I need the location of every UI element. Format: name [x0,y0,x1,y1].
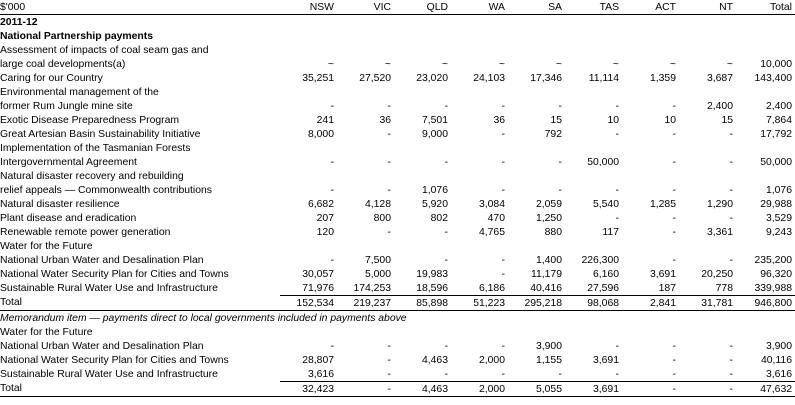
cell-value: 50,000 [760,156,792,168]
cell-value: 10 [607,114,619,126]
row-label: National Urban Water and Desalination Plan [0,254,204,266]
cell-value: - [387,100,391,112]
cell-value: - [501,156,505,168]
cell-value [736,239,795,253]
cell-value [280,169,337,183]
cell-value [394,325,451,339]
cell-value: - [501,268,505,280]
cell-value: - [330,254,334,266]
cell-value [508,43,565,57]
cell-value: 98,068 [565,296,622,311]
cell-value: - [672,212,676,224]
cell-value: - [622,382,679,397]
cell-value [736,141,795,155]
cell-value: - [558,368,562,380]
cell-value: 1,250 [535,212,562,224]
table-row [0,267,795,281]
cell-value [565,43,622,57]
cell-value: 152,534 [280,296,337,311]
cell-value [622,85,679,99]
cell-value: 295,218 [508,296,565,311]
cell-value: 10 [664,114,676,126]
cell-value [622,239,679,253]
cell-value: - [672,254,676,266]
cell-value: - [729,156,733,168]
cell-value: - [672,368,676,380]
cell-value: - [615,368,619,380]
cell-value: 1,290 [706,198,733,210]
row-label: relief appeals — Commonwealth contributions [0,184,212,196]
cell-value [508,325,565,339]
cell-value: 23,020 [416,72,448,84]
cell-value: 800 [373,212,391,224]
cell-value: 6,160 [592,268,619,280]
cell-value [622,169,679,183]
cell-value [451,43,508,57]
column-header-qld: QLD [394,0,451,15]
cell-value: - [501,254,505,266]
memorandum-row [0,311,795,326]
cell-value: 1,155 [535,354,562,366]
table-row [0,225,795,239]
cell-value: 2,841 [622,296,679,311]
cell-value: 4,463 [421,354,448,366]
cell-value: 5,540 [592,198,619,210]
cell-value: - [558,184,562,196]
cell-value: - [558,156,562,168]
cell-value: 7,501 [421,114,448,126]
cell-value [280,325,337,339]
cell-value: - [615,340,619,352]
cell-value: 6,186 [478,282,505,294]
cell-value: ~ [612,58,619,70]
total-row [0,382,795,397]
cell-value: 2,400 [706,100,733,112]
row-label: Total [0,296,280,311]
cell-value: 11,179 [530,268,562,280]
cell-value: ~ [669,58,676,70]
cell-value [337,169,394,183]
cell-value: - [501,368,505,380]
cell-value: - [672,156,676,168]
table-row [0,253,795,267]
year-row [0,15,795,30]
table-row [0,71,795,85]
cell-value: 5,920 [421,198,448,210]
column-header-nt: NT [679,0,736,15]
cell-value [565,239,622,253]
cell-value [736,325,795,339]
cell-value: - [672,100,676,112]
cell-value: - [729,212,733,224]
cell-value: 85,898 [394,296,451,311]
row-label: National Water Security Plan for Cities and Towns [0,268,229,280]
cell-value: 15 [721,114,733,126]
cell-value: 470 [487,212,505,224]
cell-value: - [615,212,619,224]
cell-value: 27,596 [587,282,619,294]
cell-value: 3,084 [478,198,505,210]
cell-value: 5,000 [364,268,391,280]
table-row [0,353,795,367]
cell-value: - [558,100,562,112]
cell-value: 226,300 [581,254,619,266]
cell-value: 1,400 [535,254,562,266]
cell-value: - [615,100,619,112]
cell-value: - [444,226,448,238]
cell-value [280,141,337,155]
row-label: Exotic Disease Preparedness Program [0,114,180,126]
cell-value: 1,076 [421,184,448,196]
cell-value [394,29,451,43]
cell-value: 802 [430,212,448,224]
cell-value: 7,864 [765,114,792,126]
cell-value: 30,057 [302,268,334,280]
row-label: Water for the Future [0,240,93,252]
table-row [0,57,795,71]
table-body [0,15,795,397]
cell-value [508,239,565,253]
cell-value: 219,237 [337,296,394,311]
cell-value [565,325,622,339]
cell-value [337,43,394,57]
row-label: Caring for our Country [0,72,103,84]
cell-value [451,239,508,253]
cell-value: 880 [544,226,562,238]
cell-value: - [444,254,448,266]
cell-value [394,85,451,99]
cell-value: 32,423 [280,382,337,397]
table-row [0,169,795,183]
column-header-vic: VIC [337,0,394,15]
cell-value: 1,076 [765,184,792,196]
table-row [0,183,795,197]
header-row [0,0,795,15]
cell-value: 3,529 [765,212,792,224]
cell-value: - [387,156,391,168]
cell-value [337,239,394,253]
cell-value [394,43,451,57]
cell-value: 4,765 [478,226,505,238]
cell-value [451,141,508,155]
cell-value: 9,243 [765,226,792,238]
cell-value: - [729,368,733,380]
cell-value: - [387,226,391,238]
cell-value: 2,400 [765,100,792,112]
cell-value: - [444,100,448,112]
cell-value: 10,000 [760,58,792,70]
table-row [0,211,795,225]
cell-value: 40,416 [530,282,562,294]
cell-value: ~ [555,58,562,70]
row-label: Plant disease and eradication [0,212,137,224]
cell-value: - [729,184,733,196]
cell-value: 3,900 [765,340,792,352]
table-row [0,85,795,99]
cell-value: 17,346 [530,72,562,84]
cell-value [565,169,622,183]
cell-value: 51,223 [451,296,508,311]
cell-value [337,141,394,155]
cell-value: - [330,184,334,196]
cell-value: - [672,354,676,366]
cell-value: - [444,368,448,380]
cell-value: 120 [316,226,334,238]
row-label: Total [0,382,280,397]
cell-value: - [501,128,505,140]
cell-value: - [729,340,733,352]
cell-value: 4,463 [394,382,451,397]
cell-value [736,85,795,99]
row-label: Assessment of impacts of coal seam gas and [0,44,209,56]
cell-value: 3,687 [706,72,733,84]
cell-value: - [501,100,505,112]
cell-value [394,239,451,253]
table-row [0,155,795,169]
cell-value: - [501,184,505,196]
cell-value: ~ [498,58,505,70]
table-row [0,239,795,253]
cell-value: - [729,128,733,140]
row-label: Renewable remote power generation [0,226,171,238]
cell-value: 2,000 [451,382,508,397]
table-row [0,339,795,353]
cell-value: 31,781 [679,296,736,311]
cell-value: - [501,340,505,352]
cell-value: 50,000 [587,156,619,168]
cell-value: 7,500 [364,254,391,266]
total-row [0,296,795,311]
cell-value [451,325,508,339]
cell-value: 28,807 [302,354,334,366]
cell-value: - [672,340,676,352]
cell-value: - [672,128,676,140]
cell-value: 18,596 [416,282,448,294]
cell-value [736,29,795,43]
cell-value: 1,359 [649,72,676,84]
cell-value: - [387,184,391,196]
cell-value [679,169,736,183]
cell-value: 96,320 [760,268,792,280]
column-header-sa: SA [508,0,565,15]
row-label: Memorandum item — payments direct to local governments included in payments above [0,312,407,324]
cell-value: 17,792 [760,128,792,140]
row-label: Implementation of the Tasmanian Forests [0,142,191,154]
row-label: National Urban Water and Desalination Plan [0,340,204,352]
column-header-nsw: NSW [280,0,337,15]
cell-value: ~ [327,58,334,70]
cell-value [280,29,337,43]
cell-value [622,43,679,57]
cell-value: 29,988 [760,198,792,210]
cell-value [337,325,394,339]
cell-value [280,43,337,57]
table-row [0,141,795,155]
cell-value: 792 [544,128,562,140]
cell-value: - [330,156,334,168]
cell-value: 946,800 [736,296,795,311]
table-row [0,325,795,339]
row-label: Natural disaster resilience [0,198,120,210]
cell-value: - [729,254,733,266]
cell-value [736,169,795,183]
cell-value: - [672,226,676,238]
cell-value: - [615,128,619,140]
cell-value [679,85,736,99]
row-label: Sustainable Rural Water Use and Infrastructure [0,282,218,294]
row-label: Great Artesian Basin Sustainability Initiative [0,128,201,140]
cell-value: 1,285 [649,198,676,210]
cell-value [280,85,337,99]
cell-value: 143,400 [754,72,792,84]
cell-value: - [387,368,391,380]
cell-value [337,29,394,43]
row-label: former Rum Jungle mine site [0,100,133,112]
cell-value: 24,103 [473,72,505,84]
cell-value [565,141,622,155]
row-label: Environmental management of the [0,86,159,98]
cell-value: ~ [384,58,391,70]
table-row [0,127,795,141]
cell-value: 2,059 [535,198,562,210]
cell-value: - [672,184,676,196]
cell-value [451,85,508,99]
table-row [0,197,795,211]
cell-value: 3,361 [706,226,733,238]
cell-value: 241 [316,114,334,126]
cell-value: 235,200 [754,254,792,266]
cell-value: 15 [550,114,562,126]
cell-value: 4,128 [364,198,391,210]
cell-value: 2,000 [478,354,505,366]
cell-value [394,141,451,155]
cell-value: - [387,354,391,366]
cell-value: 9,000 [421,128,448,140]
cell-value [508,85,565,99]
cell-value: 6,682 [307,198,334,210]
cell-value [679,29,736,43]
cell-value: - [387,128,391,140]
cell-value [679,239,736,253]
cell-value [736,43,795,57]
cell-value [622,325,679,339]
cell-value: 3,900 [535,340,562,352]
cell-value [451,169,508,183]
cell-value: 36 [379,114,391,126]
cell-value [394,169,451,183]
cell-value [451,29,508,43]
cell-value: 207 [316,212,334,224]
cell-value: 35,251 [302,72,334,84]
cell-value [565,29,622,43]
cell-value: - [337,382,394,397]
cell-value: 3,616 [765,368,792,380]
table-row [0,113,795,127]
cell-value [508,141,565,155]
table-row [0,43,795,57]
cell-value [679,141,736,155]
cell-value: - [387,340,391,352]
cell-value [508,29,565,43]
cell-value: 3,691 [649,268,676,280]
table-row [0,281,795,296]
cell-value: - [330,340,334,352]
cell-value: 8,000 [307,128,334,140]
table-row [0,367,795,382]
cell-value: 27,520 [359,72,391,84]
row-label: Natural disaster recovery and rebuilding [0,170,184,182]
cell-value: 3,616 [307,368,334,380]
cell-value: - [615,184,619,196]
column-header-wa: WA [451,0,508,15]
cell-value [565,85,622,99]
cell-value [622,141,679,155]
cell-value: 339,988 [754,282,792,294]
cell-value [337,85,394,99]
cell-value: 40,116 [760,354,792,366]
cell-value: 3,691 [592,354,619,366]
table-row [0,99,795,113]
row-label: Sustainable Rural Water Use and Infrastructure [0,368,218,380]
column-header-total: Total [736,0,795,15]
row-label: Water for the Future [0,326,93,338]
cell-value: 174,253 [353,282,391,294]
cell-value: 71,976 [302,282,334,294]
cell-value: - [444,340,448,352]
cell-value: 47,632 [736,382,795,397]
cell-value: 20,250 [701,268,733,280]
cell-value: ~ [726,58,733,70]
cell-value: 187 [658,282,676,294]
cell-value: 778 [715,282,733,294]
cell-value: - [330,100,334,112]
column-header-tas: TAS [565,0,622,15]
cell-value: 19,983 [416,268,448,280]
cell-value [622,29,679,43]
cell-value: 36 [493,114,505,126]
unit-label: $'000 [0,0,280,15]
row-label: Intergovernmental Agreement [0,156,137,168]
row-label: National Partnership payments [0,30,154,42]
cell-value: 5,055 [508,382,565,397]
cell-value: - [729,354,733,366]
year-label: 2011-12 [0,16,38,28]
cell-value: - [444,156,448,168]
cell-value: 3,691 [565,382,622,397]
cell-value: ~ [441,58,448,70]
cell-value: 117 [602,226,619,238]
cell-value [508,169,565,183]
cell-value [679,43,736,57]
cell-value [679,325,736,339]
cell-value [280,239,337,253]
cell-value: 11,114 [588,72,619,84]
row-label: large coal developments(a) [0,58,126,70]
row-label: National Water Security Plan for Cities and Towns [0,354,229,366]
cell-value: - [679,382,736,397]
column-header-act: ACT [622,0,679,15]
section-row [0,29,795,43]
